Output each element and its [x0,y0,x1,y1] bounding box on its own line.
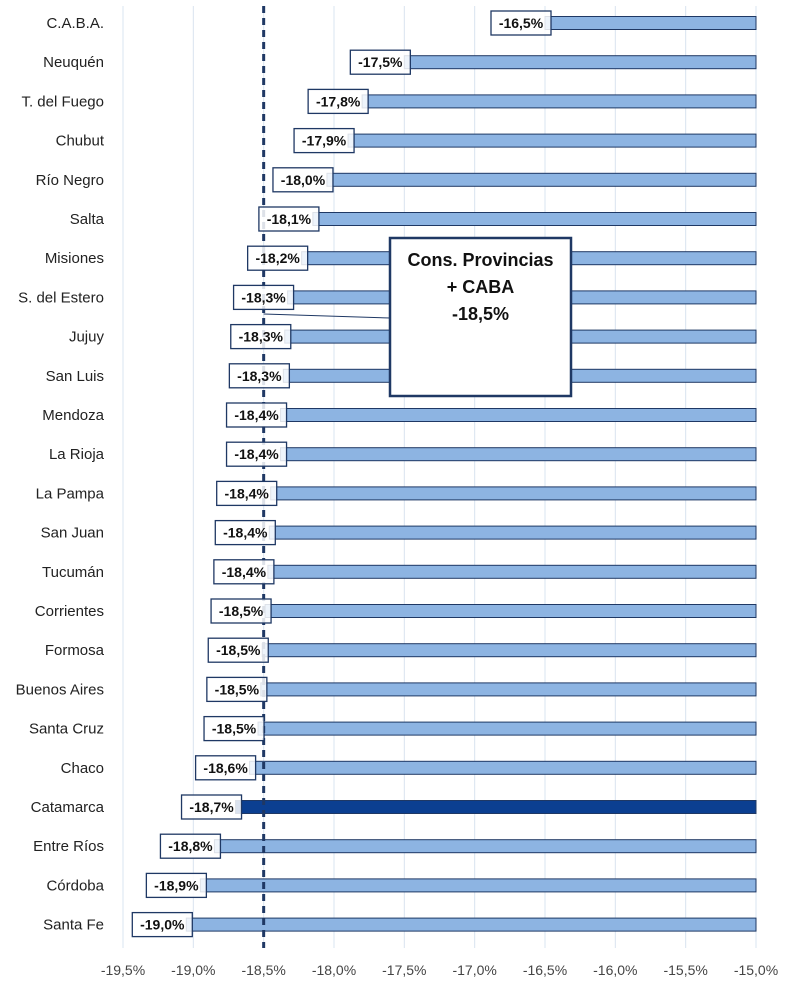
data-label-text: -18,9% [154,877,199,894]
x-tick-label: -15,0% [733,962,779,978]
data-label-text: -18,3% [241,289,286,306]
bar-san-juan [269,526,756,539]
data-label-text: -17,5% [358,54,403,71]
bar-la-pampa [271,487,756,500]
data-labels [132,11,554,937]
data-label-text: -18,3% [238,328,283,345]
data-label-text: -18,3% [237,367,282,384]
category-label: Corrientes [34,603,104,620]
category-label: Entre Ríos [33,838,104,856]
bar-rio-negro [327,173,756,186]
data-label [227,442,287,466]
data-label [207,677,267,701]
data-label [160,834,220,858]
data-label [146,873,206,897]
bar-la-rioja [281,448,756,461]
data-label-text: -18,7% [189,799,234,815]
x-tick-label: -15,5% [663,962,708,978]
category-label: Río Negro [35,171,104,189]
x-tick-label: -16,5% [522,962,568,978]
data-label-text: -18,5% [211,720,257,737]
category-label: Santa Cruz [28,720,104,738]
callout-text: + CABA [446,277,515,297]
category-label: Buenos Aires [15,681,104,699]
bar-cordoba [200,879,756,892]
bar-catamarca [236,801,756,814]
data-label-text: -18,8% [168,838,213,855]
data-label [196,756,256,780]
x-tick-label: -18,5% [241,962,286,978]
callout-text: -18,5% [451,304,510,324]
data-label-text: -18,4% [234,446,279,463]
category-label: Salta [69,211,104,228]
data-label-text: -18,0% [280,171,326,188]
bar-chaco [250,761,756,774]
bar-neuquen [404,56,756,69]
callout-text: Cons. Provincias [407,250,554,270]
category-labels [16,15,105,934]
data-label [248,246,308,270]
category-label: Santa Fe [43,916,104,934]
bar-formosa [262,644,756,657]
category-label: La Pampa [35,485,104,503]
bar-tucuman [268,565,756,578]
category-label: Neuquén [43,54,104,72]
x-tick-label: -19,0% [171,962,216,978]
data-label-text: -18,4% [223,524,268,541]
category-label: San Luis [45,367,104,385]
category-label: Mendoza [42,407,104,424]
data-label-text: -18,4% [221,563,267,580]
category-label: T. del Fuego [21,93,104,111]
bar-mendoza [281,409,756,422]
bar-salta [313,213,756,226]
x-tick-label: -16,0% [593,962,638,978]
data-label [211,599,271,623]
data-label-text: -18,4% [224,485,269,502]
data-label [294,129,354,153]
data-label [214,560,274,584]
data-label [259,207,319,231]
category-label: Catamarca [30,799,104,816]
data-label-text: -18,5% [218,603,264,619]
category-label: S. del Estero [18,289,104,307]
bar-corrientes [265,605,756,618]
data-label [208,638,268,662]
data-label-text: -18,5% [216,642,261,659]
category-label: La Rioja [48,446,104,464]
data-label-text: -18,4% [234,407,279,423]
data-label-text: -19,0% [140,916,185,933]
bar-santa-fe [186,918,756,931]
bar-santa-cruz [258,722,756,735]
category-label: Jujuy [68,328,104,346]
callout-leader [264,314,390,318]
bar-t-del-fuego [362,95,756,108]
data-label [227,403,287,427]
category-label: Formosa [44,642,104,660]
x-tick-label: -17,0% [452,962,497,978]
data-label-text: -18,2% [255,250,300,267]
category-label: San Juan [40,524,104,542]
bar-entre-rios [214,840,756,853]
bar-chubut [348,134,756,147]
category-label: Chaco [60,759,104,777]
data-label [231,325,291,349]
category-label: Misiones [44,250,104,268]
data-label [234,285,294,309]
x-tick-label: -18,0% [311,962,357,978]
category-label: Tucumán [42,563,104,581]
data-label-text: -17,9% [301,132,347,149]
data-label [350,50,410,74]
x-axis-ticks [101,962,778,978]
category-label: Córdoba [46,877,104,895]
data-label [182,795,242,819]
bar-buenos-aires [261,683,756,696]
x-tick-label: -19,5% [100,962,146,978]
data-label-text: -18,5% [214,681,260,698]
data-label [215,521,275,545]
bar-c-a-b-a [545,17,756,30]
x-tick-label: -17,5% [382,962,427,978]
bars [186,17,756,932]
data-label-text: -18,1% [266,211,312,227]
data-label [491,11,551,35]
data-label-text: -16,5% [498,15,544,31]
data-label [273,168,333,192]
data-label [308,89,368,113]
category-label: C.A.B.A. [46,15,104,32]
data-label-text: -18,6% [203,759,248,776]
data-label-text: -17,8% [315,93,361,110]
data-label [132,913,192,937]
data-label [204,717,264,741]
category-label: Chubut [55,132,104,150]
data-label [229,364,289,388]
data-label [217,481,277,505]
